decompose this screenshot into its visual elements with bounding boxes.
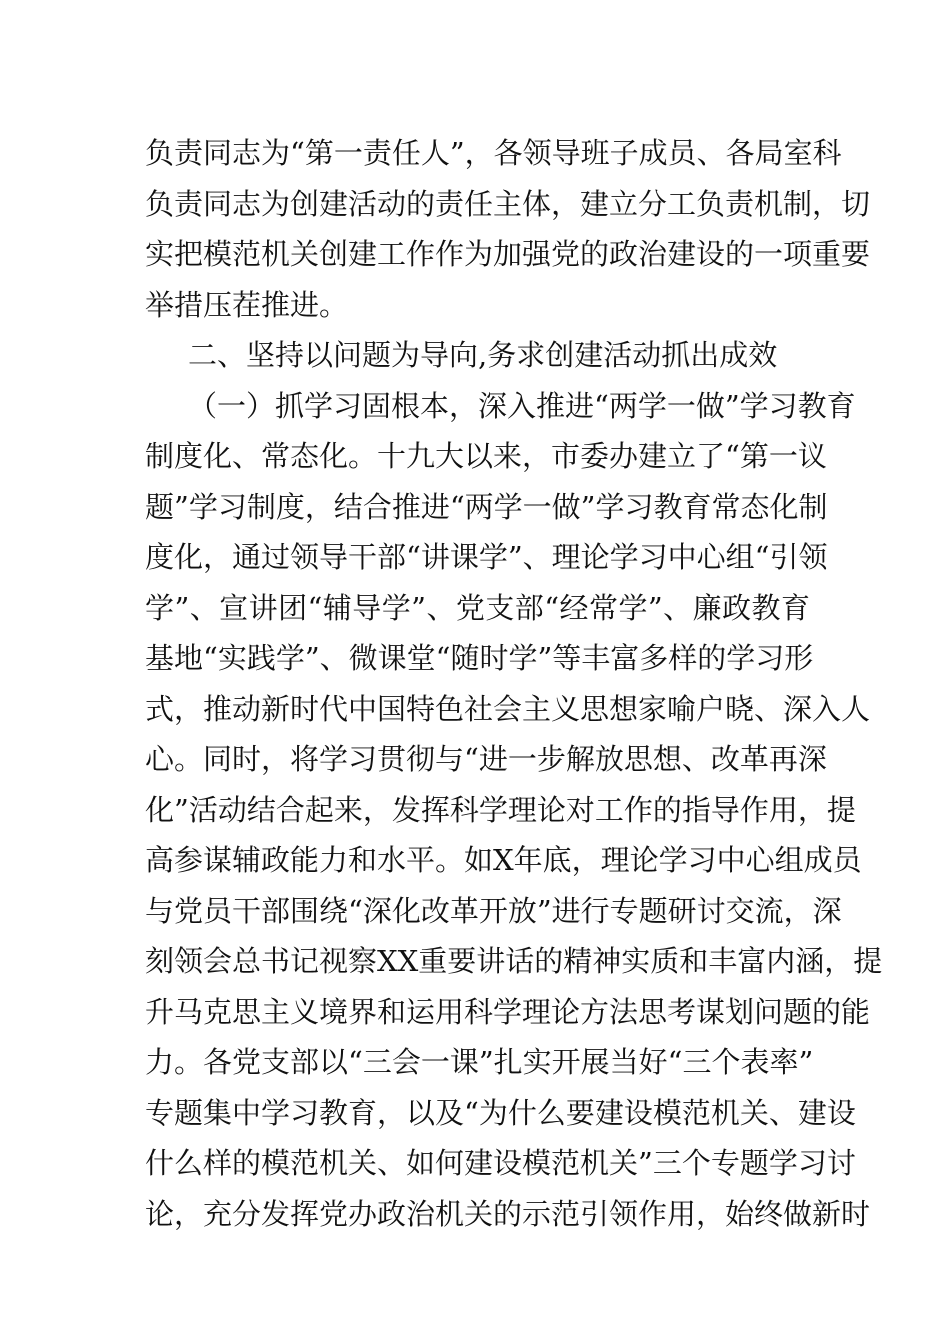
text-line: 刻领会总书记视察XX重要讲话的精神实质和丰富内涵，提	[145, 944, 883, 978]
text-line: 式，推动新时代中国特色社会主义思想家喻户晓、深入人	[145, 691, 871, 726]
subsection-heading-line: （一）抓学习固根本，深入推进“两学一做”学习教育	[188, 388, 856, 423]
text-line: 实把模范机关创建工作作为加强党的政治建设的一项重要	[145, 237, 871, 271]
text-line: 力。各党支部以“三会一课”扎实开展当好“三个表率”	[145, 1045, 814, 1079]
text-line: 负责同志为创建活动的责任主体，建立分工负责机制，切	[145, 186, 871, 221]
text-line: 专题集中学习教育，以及“为什么要建设模范机关、建设	[145, 1095, 856, 1130]
body-text	[145, 128, 883, 1239]
text-line: 什么样的模范机关、如何建设模范机关”三个专题学习讨	[145, 1146, 856, 1180]
text-line: 学”、宣讲团“辅导学”、党支部“经常学”、廉政教育	[145, 590, 810, 625]
text-line: 举措压茬推进。	[145, 287, 349, 322]
text-line: 心。同时，将学习贯彻与“进一步解放思想、改革再深	[145, 742, 827, 776]
section-heading: 二、坚持以问题为导向,务求创建活动抓出成效	[188, 338, 778, 372]
text-line: 高参谋辅政能力和水平。如X年底，理论学习中心组成员	[145, 843, 862, 877]
text-line: 基地“实践学”、微课堂“随时学”等丰富多样的学习形	[145, 641, 814, 675]
text-line: 题”学习制度，结合推进“两学一做”学习教育常态化制	[145, 489, 828, 524]
text-line: 化”活动结合起来，发挥科学理论对工作的指导作用，提	[145, 792, 856, 827]
text-line: 与党员干部围绕“深化改革开放”进行专题研讨交流，深	[145, 893, 842, 928]
text-line: 负责同志为“第一责任人”，各领导班子成员、各局室科	[145, 136, 842, 170]
text-line: 论，充分发挥党办政治机关的示范引领作用，始终做新时	[145, 1196, 871, 1231]
text-line: 度化，通过领导干部“讲课学”、理论学习中心组“引领	[145, 540, 828, 574]
text-line: 升马克思主义境界和运用科学理论方法思考谋划问题的能	[145, 994, 871, 1029]
text-line: 制度化、常态化。十九大以来，市委办建立了“第一议	[145, 439, 827, 473]
